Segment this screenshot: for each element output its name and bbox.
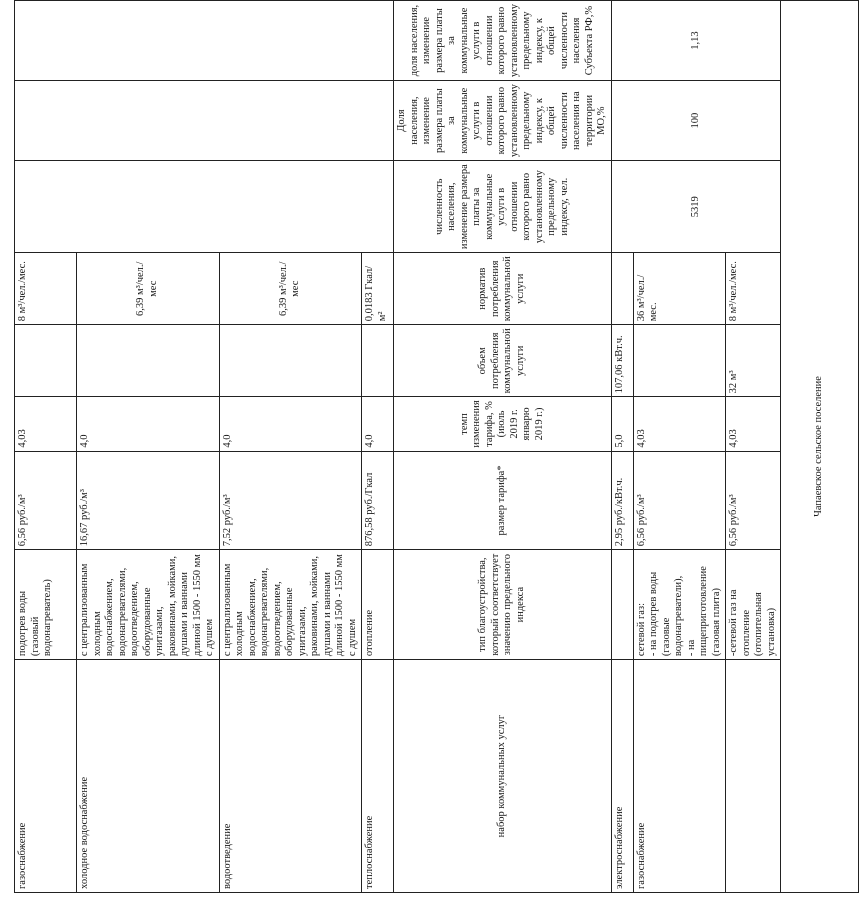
header-services-set: набор коммунальных услуг [394,660,612,893]
cell-service: теплоснабжение [362,660,394,893]
cell-type: -сетевой газ на отопление (отопительная установка) [726,550,781,660]
top-merged-empty-mo [15,81,394,161]
cell-tariff: 2,95 руб./кВт.ч. [611,451,633,550]
cell-growth: 4,03 [633,397,726,451]
cell-type: отопление [362,550,394,660]
cell-growth: 4,03 [726,397,781,451]
cell-type: с централизованным холодным водоснабжением, водонагревателями, водоотведением, оборудованные унитазами, раковинами, мойками, душами и ваннами длиной 1500 - 1550 мм с душем [77,550,220,660]
top-merged-empty-subject [15,1,394,81]
cell-norm: 6,39 м³/чел./мес [219,253,362,325]
cell-service: электроснабжение [611,660,633,893]
header-consumption-volume: объем потребления коммунальной услуги [394,325,612,397]
cell-growth: 4,03 [15,397,77,451]
header-improvement-type: тип благоустройства, который соответствует значению предельного индекса [394,550,612,660]
cell-volume: 107,06 кВт.ч. [611,325,633,397]
cell-type [611,550,633,660]
cell-norm [611,253,633,325]
cell-tariff: 6,56 руб./м³ [15,451,77,550]
cell-volume [219,325,362,397]
cell-volume [77,325,220,397]
cell-tariff: 6,56 руб./м³ [726,451,781,550]
cell-norm: 36 м³/чел./мес. [633,253,726,325]
header-population-share-subject: доля населения, изменение размера платы за коммунальные услуги в отношении которого равно установленному предельному индексу, к общей численности населения Субъекта РФ,% [394,1,612,81]
cell-tariff: 6,56 руб./м³ [633,451,726,550]
cell-service: холодное водоснабжение [77,660,220,893]
header-row [394,1,612,893]
cell-service [726,660,781,893]
value-population-count: 5319 [611,161,781,253]
cell-growth: 5,0 [611,397,633,451]
header-tariff-growth: темп изменения тарифа, % (июль 2019 г. январю 2019 г.) [394,397,612,451]
cell-tariff: 7,52 руб./м³ [219,451,362,550]
cell-norm: 6,39 м³/чел./мес [77,253,220,325]
cell-tariff: 16,67 руб./м³ [77,451,220,550]
value-population-share-mo: 100 [611,81,781,161]
cell-service: водоотведение [219,660,362,893]
cell-norm: 8 м³/чел./мес. [726,253,781,325]
cell-type: подогрев воды (газовый водонагреватель) [15,550,77,660]
value-population-share-subject: 1,13 [611,1,781,81]
cell-norm: 0,0183 Гкал/м² [362,253,394,325]
table-row [15,1,77,893]
table-row [611,1,633,893]
cell-type: сетевой газ: - на подогрев воды (газовые водонагреватели), - на пищеприготовление (газовая плита) [633,550,726,660]
header-tariff: размер тарифа* [394,451,612,550]
top-merged-empty-count [15,161,394,253]
cell-growth: 4,0 [77,397,220,451]
settlement-name: Чапаевское сельское поселение [781,1,859,893]
settlement-row [781,1,859,893]
cell-volume [15,325,77,397]
tariff-table [14,0,859,893]
cell-volume [362,325,394,397]
cell-growth: 4,0 [219,397,362,451]
cell-service: газоснабжение [633,660,726,893]
cell-service: газоснабжение [15,660,77,893]
cell-type: с централизованным холодным водоснабжением, водонагревателями, водоотведением, оборудованные унитазами, раковинами, мойками, душами и ваннами длиной 1500 - 1550 мм с душем [219,550,362,660]
header-population-share-mo: Доля населения, изменение размера платы за коммунальные услуги в отношении которого равно установленному предельному индексу, к общей численности населения на территории МО,% [394,81,612,161]
header-population-count: численность населения, изменение размера платы за коммунальные услуги в отношении которого равно установленному предельному индексу, чел. [394,161,612,253]
cell-volume [633,325,726,397]
cell-norm: 8 м³/чел./мес. [15,253,77,325]
cell-tariff: 876,58 руб./Гкал [362,451,394,550]
cell-growth: 4,0 [362,397,394,451]
header-consumption-norm: норматив потребления коммунальной услуги [394,253,612,325]
cell-volume: 32 м³ [726,325,781,397]
